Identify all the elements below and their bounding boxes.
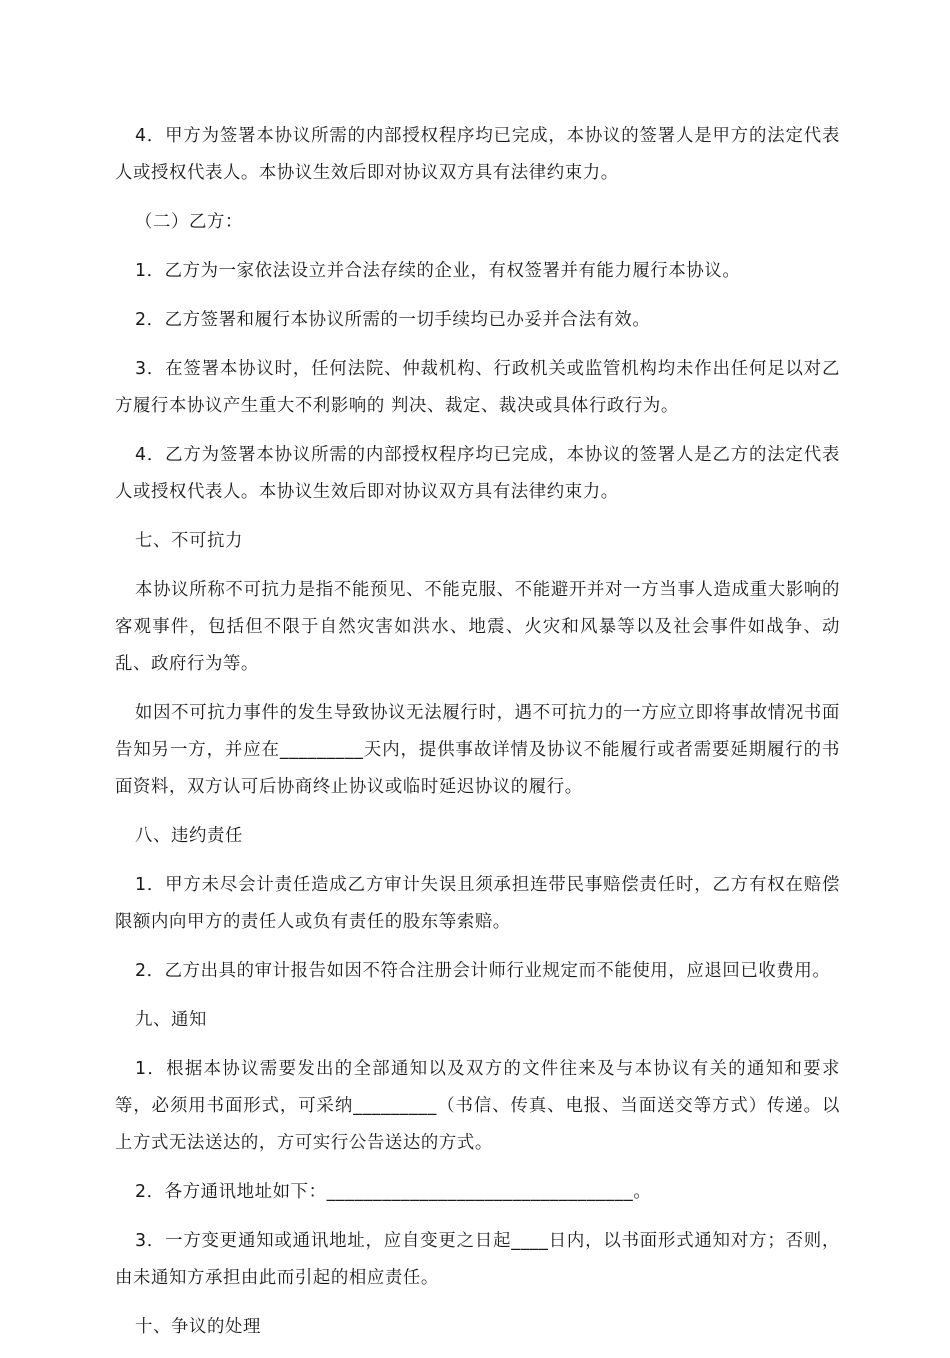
clause-party-b-legal-existence: 1．乙方为一家依法设立并合法存续的企业，有权签署并有能力履行本协议。 bbox=[135, 261, 741, 281]
clause-force-majeure-notice: 如因不可抗力事件的发生导致协议无法履行时，遇不可抗力的一方应立即将事故情况书面告知另一方，并应在_________天内，提供事故详情及协议不能履行或者需要延期履行的书面资料，双方认可后协商终止协议或临时延迟协议的履行。 bbox=[115, 703, 840, 797]
section-heading-dispute: 十、争议的处理 bbox=[135, 1317, 261, 1337]
section-heading-party-b: （二）乙方： bbox=[135, 212, 243, 232]
clause-party-b-procedures: 2．乙方签署和履行本协议所需的一切手续均已办妥并合法有效。 bbox=[135, 310, 651, 330]
section-heading-liability: 八、违约责任 bbox=[135, 826, 243, 846]
clause-liability-claims: 1．甲方未尽会计责任造成乙方审计失误且须承担连带民事赔偿责任时，乙方有权在赔偿限额内向甲方的责任人或负有责任的股东等索赔。 bbox=[115, 875, 840, 932]
clause-notice-form: 1．根据本协议需要发出的全部通知以及双方的文件往来及与本协议有关的通知和要求等，必须用书面形式，可采纳_________（书信、传真、电报、当面送交等方式）传递。以上方式无法送达的，方可实行公告送达的方式。 bbox=[115, 1059, 840, 1153]
clause-force-majeure-definition: 本协议所称不可抗力是指不能预见、不能克服、不能避开并对一方当事人造成重大影响的客观事件，包括但不限于自然灾害如洪水、地震、火灾和风暴等以及社会事件如战争、动乱、政府行为等。 bbox=[115, 580, 840, 674]
clause-party-a-authorization: 4．甲方为签署本协议所需的内部授权程序均已完成，本协议的签署人是甲方的法定代表人或授权代表人。本协议生效后即对协议双方具有法律约束力。 bbox=[115, 126, 840, 183]
document-body bbox=[115, 118, 840, 1358]
section-heading-notice: 九、通知 bbox=[135, 1010, 207, 1030]
clause-party-b-no-adverse-ruling: 3．在签署本协议时，任何法院、仲裁机构、行政机关或监管机构均未作出任何足以对乙方履行本协议产生重大不利影响的 判决、裁定、裁决或具体行政行为。 bbox=[115, 359, 840, 416]
clause-notice-address: 2．各方通讯地址如下：_________________________________。 bbox=[135, 1182, 652, 1202]
clause-notice-change: 3．一方变更通知或通讯地址，应自变更之日起____日内，以书面形式通知对方；否则，由未通知方承担由此而引起的相应责任。 bbox=[115, 1231, 840, 1288]
section-heading-force-majeure: 七、不可抗力 bbox=[135, 531, 243, 551]
clause-liability-refund: 2．乙方出具的审计报告如因不符合注册会计师行业规定而不能使用，应退回已收费用。 bbox=[135, 961, 831, 981]
clause-party-b-authorization: 4．乙方为签署本协议所需的内部授权程序均已完成，本协议的签署人是乙方的法定代表人或授权代表人。本协议生效后即对协议双方具有法律约束力。 bbox=[115, 445, 840, 502]
